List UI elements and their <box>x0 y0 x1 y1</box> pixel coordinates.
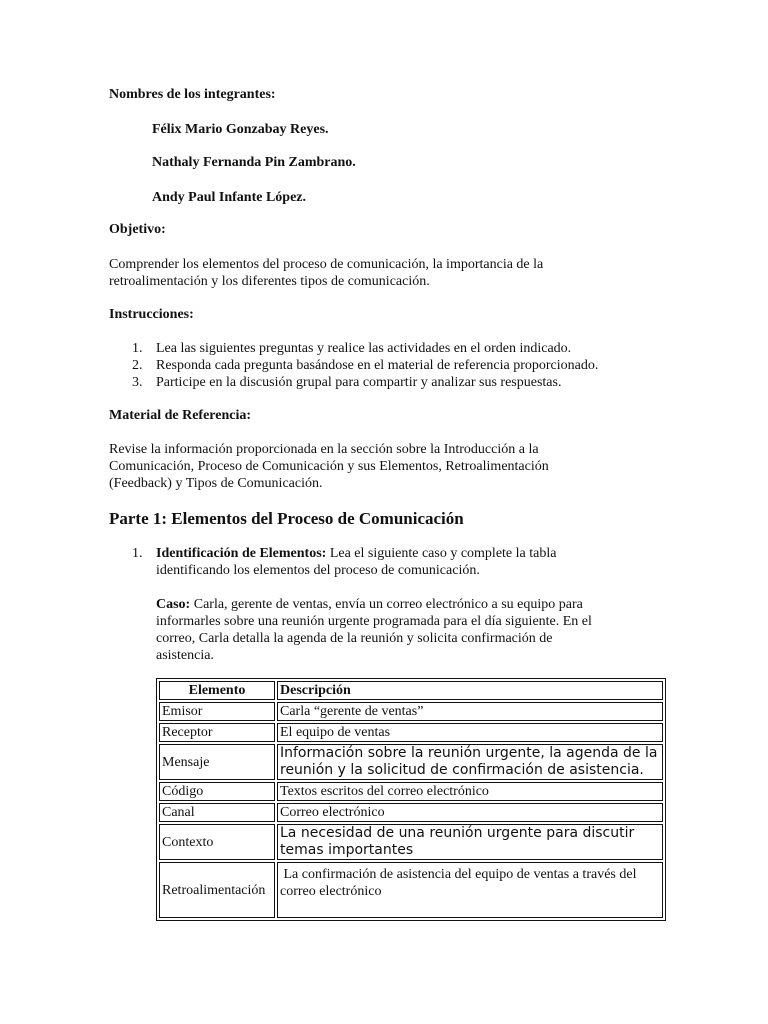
reference-text: (Feedback) y Tipos de Comunicación. <box>109 476 323 491</box>
description-cell: Información sobre la reunión urgente, la agenda de la reunión y la solicitud de confirmación de asistencia. <box>277 744 663 780</box>
section-title: Parte 1: Elementos del Proceso de Comunicación <box>109 509 464 528</box>
element-cell: Retroalimentación <box>159 862 275 918</box>
table-row <box>159 862 663 918</box>
member-name: Félix Mario Gonzabay Reyes. <box>152 122 329 137</box>
task-item-label: Identificación de Elementos: <box>156 546 327 561</box>
list-number: 1. <box>132 341 143 356</box>
case-text: correo, Carla detalla la agenda de la reunión y solicita confirmación de <box>156 631 553 646</box>
table-row <box>159 702 663 721</box>
member-name: Andy Paul Infante López. <box>152 190 307 205</box>
element-cell: Canal <box>159 803 275 822</box>
reference-heading: Material de Referencia: <box>109 408 252 423</box>
task-item-text: Lea el siguiente caso y complete la tabla <box>326 546 557 561</box>
description-cell: Carla “gerente de ventas” <box>277 702 663 721</box>
members-heading: Nombres de los integrantes: <box>109 87 276 102</box>
table-row <box>159 824 663 860</box>
instruction-item: Responda cada pregunta basándose en el material de referencia proporcionado. <box>156 358 599 373</box>
element-cell: Mensaje <box>159 744 275 780</box>
instruction-item: Participe en la discusión grupal para compartir y analizar sus respuestas. <box>156 375 562 390</box>
communication-elements-table <box>156 678 666 921</box>
list-number: 1. <box>132 546 143 561</box>
case-text-start: Carla, gerente de ventas, envía un correo electrónico a su equipo para <box>190 597 583 612</box>
list-number: 2. <box>132 358 143 373</box>
table-row <box>159 782 663 801</box>
objective-text: Comprender los elementos del proceso de comunicación, la importancia de la <box>109 257 544 272</box>
task-item-text: identificando los elementos del proceso de comunicación. <box>156 563 480 578</box>
element-cell: Contexto <box>159 824 275 860</box>
case-text: asistencia. <box>156 648 214 663</box>
instructions-heading: Instrucciones: <box>109 307 194 322</box>
description-cell: El equipo de ventas <box>277 723 663 742</box>
description-cell: Textos escritos del correo electrónico <box>277 782 663 801</box>
reference-text: Comunicación, Proceso de Comunicación y sus Elementos, Retroalimentación <box>109 459 549 474</box>
description-cell: La confirmación de asistencia del equipo de ventas a través del correo electrónico <box>277 862 663 918</box>
task-item <box>156 545 556 562</box>
case-label: Caso: <box>156 597 191 612</box>
objective-text: retroalimentación y los diferentes tipos de comunicación. <box>109 274 430 289</box>
reference-text: Revise la información proporcionada en la sección sobre la Introducción a la <box>109 442 539 457</box>
table-row <box>159 803 663 822</box>
instruction-item: Lea las siguientes preguntas y realice las actividades en el orden indicado. <box>156 341 572 356</box>
column-header: Elemento <box>159 681 275 700</box>
table-row <box>159 744 663 780</box>
column-header: Descripción <box>277 681 663 700</box>
description-cell: Correo electrónico <box>277 803 663 822</box>
objective-heading: Objetivo: <box>109 222 166 237</box>
element-cell: Receptor <box>159 723 275 742</box>
element-cell: Emisor <box>159 702 275 721</box>
list-number: 3. <box>132 375 143 390</box>
table-row <box>159 723 663 742</box>
description-cell: La necesidad de una reunión urgente para discutir temas importantes <box>277 824 663 860</box>
member-name: Nathaly Fernanda Pin Zambrano. <box>152 155 356 170</box>
table-header-row <box>159 681 663 700</box>
case-text: informarles sobre una reunión urgente programada para el día siguiente. En el <box>156 614 592 629</box>
case-text <box>156 596 583 613</box>
element-cell: Código <box>159 782 275 801</box>
